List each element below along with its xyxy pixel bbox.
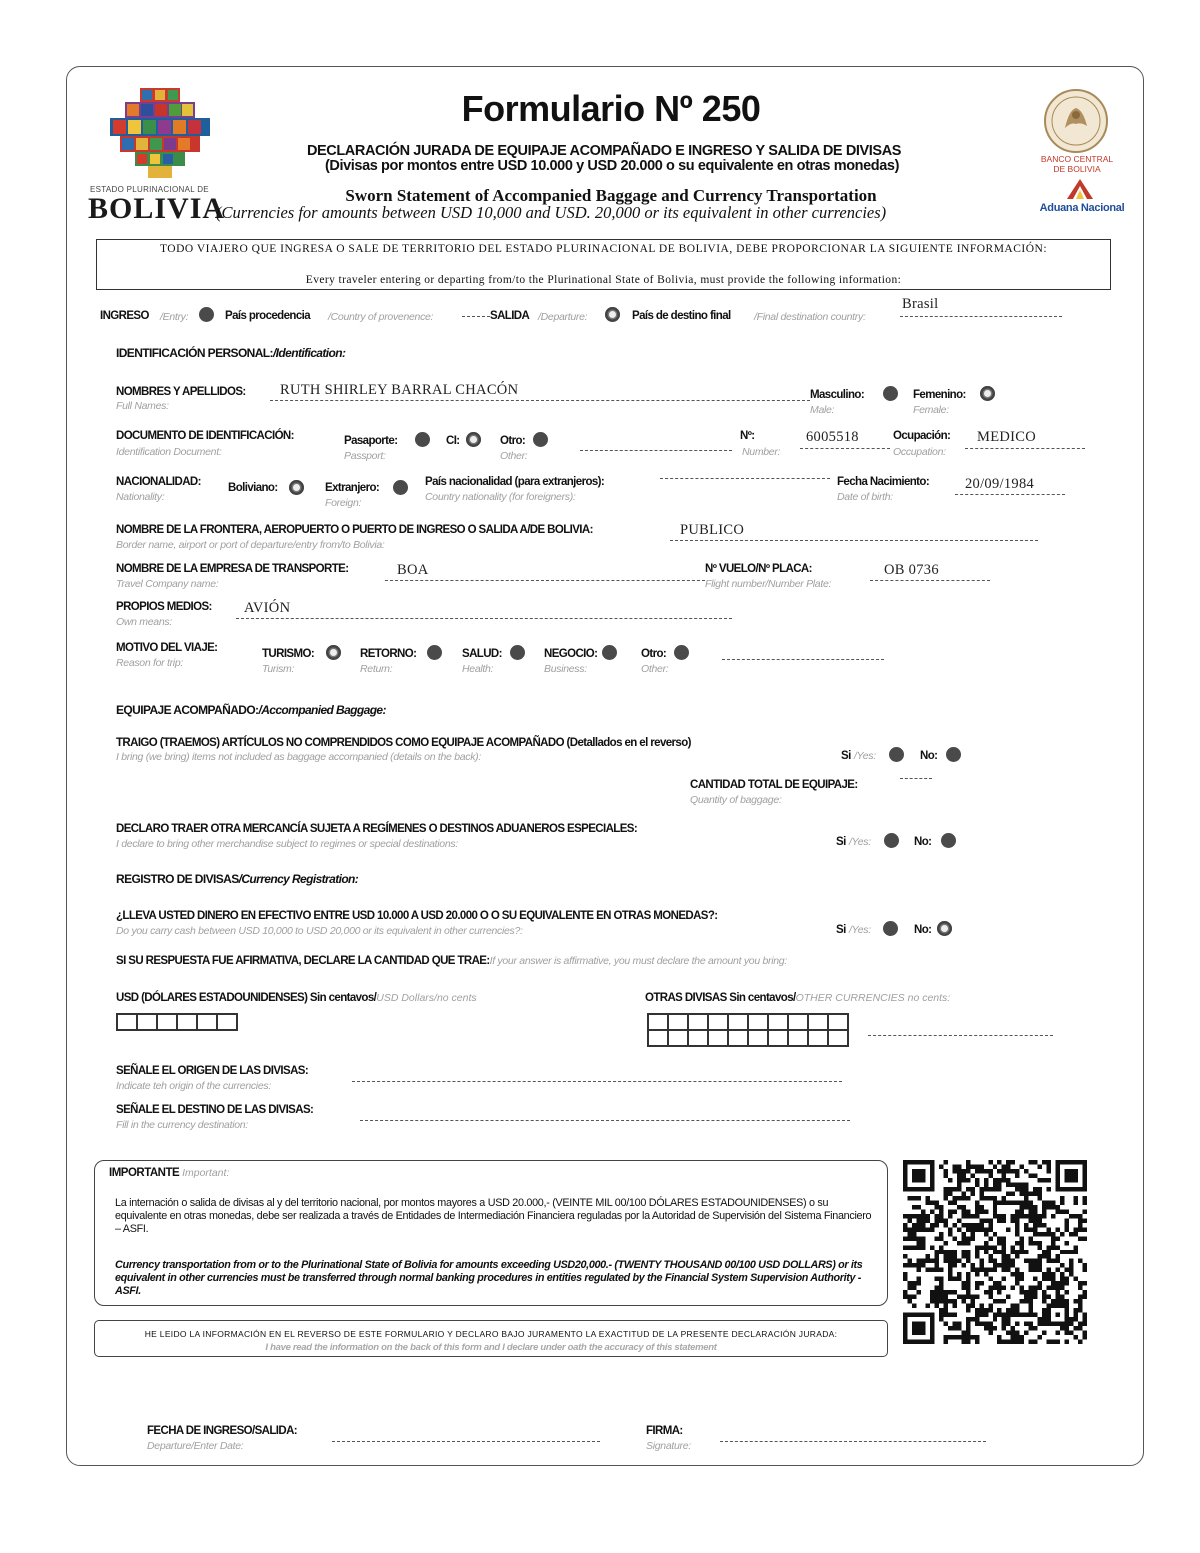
- notice-text-en: Every traveler entering or departing from/to the Plurinational State of Bolivia, must provide the following information:: [305, 274, 902, 286]
- company-sub: Travel Company name:: [116, 578, 219, 590]
- business-radio[interactable]: [602, 645, 617, 660]
- border-sub: Border name, airport or port of departure/entry from/to Bolivia:: [116, 539, 385, 551]
- doc-sub: Identification Document:: [116, 446, 222, 458]
- destination-line: [900, 316, 1062, 317]
- signature-line[interactable]: [720, 1441, 986, 1442]
- business-label: NEGOCIO:: [544, 648, 598, 660]
- cash-yes-sub: /Yes:: [849, 924, 871, 936]
- cash-no-label: No:: [914, 924, 932, 936]
- cash-question-label: ¿LLEVA USTED DINERO EN EFECTIVO ENTRE USD 10.000 A USD 20.000 O O SU EQUIVALENTE EN OTRAS MONEDAS?:: [116, 910, 718, 922]
- doc-label: DOCUMENTO DE IDENTIFICACIÓN:: [116, 430, 294, 442]
- bring-yes-sub: /Yes:: [854, 750, 876, 762]
- important-text-es: La internación o salida de divisas al y del territorio nacional, por montos mayores a USD 20.000,- (VEINTE MIL 00/100 DÓLARES ESTADOUNIDENSES) o su equivalente en otras monedas, debe ser realizada a través de Entidades de Intermediación Financiera reguladas por la Autoridad de Supervisión del Sistema Financiero – ASFI.: [115, 1197, 872, 1235]
- own-means-sub: Own means:: [116, 616, 172, 628]
- signature-sub: Signature:: [646, 1440, 691, 1452]
- flight-line: [870, 580, 990, 581]
- destination-sub: /Final destination country:: [754, 311, 866, 323]
- form-subtitle-en-1: Sworn Statement of Accompanied Baggage and Currency Transportation: [345, 186, 877, 205]
- notice-text-es: TODO VIAJERO QUE INGRESA O SALE DE TERRITORIO DEL ESTADO PLURINACIONAL DE BOLIVIA, DEBE PROPORCIONAR LA SIGUIENTE INFORMACIÓN:: [159, 243, 1048, 255]
- company-line: [385, 580, 705, 581]
- other-doc-radio[interactable]: [533, 432, 548, 447]
- own-means-value[interactable]: AVIÓN: [244, 600, 291, 616]
- other-reason-line[interactable]: [722, 659, 884, 660]
- bolivian-label: Boliviano:: [228, 482, 278, 494]
- other-doc-label: Otro:: [500, 435, 526, 447]
- oath-text-es: HE LEIDO LA INFORMACIÓN EN EL REVERSO DE ESTE FORMULARIO Y DECLARO BAJO JURAMENTO LA EXACTITUD DE LA PRESENTE DECLARACIÓN JURADA:: [144, 1329, 838, 1339]
- currency-dest-sub: Fill in the currency destination:: [116, 1119, 248, 1131]
- customs-logo-icon: [1066, 178, 1094, 200]
- business-sub: Business:: [544, 663, 587, 675]
- currency-origin-sub: Indicate teh origin of the currencies:: [116, 1080, 271, 1092]
- number-line: [800, 448, 890, 449]
- names-line: [270, 400, 810, 401]
- tourism-label: TURISMO:: [262, 648, 315, 660]
- identification-section: IDENTIFICACIÓN PERSONAL:/Identification:: [116, 346, 346, 360]
- reason-sub: Reason for trip:: [116, 657, 183, 669]
- date-label: FECHA DE INGRESO/SALIDA:: [147, 1425, 298, 1437]
- currency-section: REGISTRO DE DIVISAS/Currency Registration:: [116, 872, 359, 886]
- occupation-label: Ocupación:: [893, 430, 951, 442]
- ci-radio[interactable]: [466, 432, 481, 447]
- baggage-section: EQUIPAJE ACOMPAÑADO:/Accompanied Baggage:: [116, 703, 386, 717]
- border-line: [670, 540, 1038, 541]
- birth-value[interactable]: 20/09/1984: [965, 476, 1035, 492]
- departure-radio[interactable]: [605, 307, 620, 322]
- departure-sub: /Departure:: [538, 311, 588, 323]
- declare-no-label: No:: [914, 836, 932, 848]
- departure-label: SALIDA: [490, 310, 530, 322]
- birth-label: Fecha Nacimiento:: [837, 476, 930, 488]
- health-radio[interactable]: [510, 645, 525, 660]
- other-reason-sub: Other:: [641, 663, 669, 675]
- names-value[interactable]: RUTH SHIRLEY BARRAL CHACÓN: [280, 382, 519, 398]
- bring-no-radio[interactable]: [946, 747, 961, 762]
- signature-label: FIRMA:: [646, 1425, 683, 1437]
- female-label: Femenino:: [913, 389, 966, 401]
- return-radio[interactable]: [427, 645, 442, 660]
- passport-radio[interactable]: [415, 432, 430, 447]
- occupation-value[interactable]: MEDICO: [977, 429, 1036, 445]
- own-means-line: [236, 618, 732, 619]
- other-currency-boxes-row2[interactable]: [647, 1029, 847, 1047]
- form-subtitle-es-1: DECLARACIÓN JURADA DE EQUIPAJE ACOMPAÑADO E INGRESO Y SALIDA DE DIVISAS: [306, 143, 902, 159]
- declare-yes-label: Si: [836, 836, 846, 848]
- form-subtitle-en-2: (Currencies for amounts between USD 10,000 and USD. 20,000 or its equivalent in other currencies): [216, 203, 887, 222]
- declare-goods-label: DECLARO TRAER OTRA MERCANCÍA SUJETA A REGÍMENES O DESTINOS ADUANEROS ESPECIALES:: [116, 823, 638, 835]
- male-radio[interactable]: [883, 386, 898, 401]
- important-box: [94, 1160, 888, 1306]
- flight-label: Nº VUELO/Nº PLACA:: [705, 563, 812, 575]
- origin-label: País procedencia: [225, 310, 310, 322]
- important-title: IMPORTANTE Important:: [109, 1167, 230, 1179]
- form-title: Formulario Nº 250: [461, 88, 761, 129]
- bolivia-logo-small-text: ESTADO PLURINACIONAL DE: [90, 185, 209, 194]
- bring-no-label: No:: [920, 750, 938, 762]
- border-label: NOMBRE DE LA FRONTERA, AEROPUERTO O PUERTO DE INGRESO O SALIDA A/DE BOLIVIA:: [116, 524, 593, 536]
- cash-yes-label: Si: [836, 924, 846, 936]
- other-doc-line[interactable]: [580, 450, 732, 451]
- baggage-qty-label: CANTIDAD TOTAL DE EQUIPAJE:: [690, 779, 858, 791]
- cash-yes-radio[interactable]: [883, 921, 898, 936]
- health-label: SALUD:: [462, 648, 502, 660]
- female-sub: Female:: [913, 404, 949, 416]
- oath-text-en: I have read the information on the back of this form and I declare under oath the accuracy of this statement: [265, 1342, 717, 1353]
- declare-yes-sub: /Yes:: [849, 836, 871, 848]
- other-reason-radio[interactable]: [674, 645, 689, 660]
- female-radio[interactable]: [980, 386, 995, 401]
- border-value[interactable]: PUBLICO: [680, 522, 745, 538]
- nat-country-sub: Country nationality (for foreigners):: [425, 491, 576, 503]
- usd-amount-boxes[interactable]: [116, 1013, 236, 1031]
- form-subtitle-es-2: (Divisas por montos entre USD 10.000 y USD 20.000 o su equivalente en otras monedas): [325, 158, 899, 174]
- other-currency-label: OTRAS DIVISAS Sin centavos/OTHER CURRENCIES no cents:: [645, 992, 951, 1004]
- affirmative-instruction: SI SU RESPUESTA FUE AFIRMATIVA, DECLARE LA CANTIDAD QUE TRAE:If your answer is affirmative, you must declare the amount you bring:: [116, 955, 787, 967]
- origin-line[interactable]: [462, 316, 490, 317]
- birth-sub: Date of birth:: [837, 491, 893, 503]
- nationality-label: NACIONALIDAD:: [116, 476, 201, 488]
- number-label: Nº:: [740, 430, 755, 442]
- baggage-qty-line[interactable]: [900, 778, 932, 779]
- other-currency-name-line[interactable]: [868, 1035, 1053, 1036]
- important-text-en: Currency transportation from or to the Plurinational State of Bolivia for amounts exceeding USD20,000.- (TWENTY THOUSAND 00/100 USD DOLLARS) or its equivalent in other currencies must be transferred through normal banking procedures in entities regulated by the Financial System Supervision Authority -ASFI.: [115, 1259, 863, 1297]
- baggage-qty-sub: Quantity of baggage:: [690, 794, 782, 806]
- oath-box: [94, 1320, 888, 1357]
- reason-label: MOTIVO DEL VIAJE:: [116, 642, 218, 654]
- nat-country-line[interactable]: [660, 478, 830, 479]
- entry-sub: /Entry:: [160, 311, 189, 323]
- central-bank-seal: [1043, 88, 1109, 154]
- declare-goods-sub: I declare to bring other merchandise subject to regimes or special destinations:: [116, 838, 458, 850]
- currency-origin-line[interactable]: [352, 1081, 842, 1082]
- number-value[interactable]: 6005518: [806, 429, 859, 445]
- notice-box: [96, 239, 1111, 290]
- company-label: NOMBRE DE LA EMPRESA DE TRANSPORTE:: [116, 563, 349, 575]
- destination-label: País de destino final: [632, 310, 731, 322]
- qr-code: [903, 1160, 1087, 1344]
- names-label: NOMBRES Y APELLIDOS:: [116, 386, 246, 398]
- bring-items-label: TRAIGO (TRAEMOS) ARTÍCULOS NO COMPRENDIDOS COMO EQUIPAJE ACOMPAÑADO (Detallados en el reverso): [116, 737, 691, 749]
- male-label: Masculino:: [810, 389, 865, 401]
- other-doc-sub: Other:: [500, 450, 528, 462]
- bolivian-radio[interactable]: [289, 480, 304, 495]
- bring-yes-radio[interactable]: [889, 747, 904, 762]
- occupation-sub: Occupation:: [893, 446, 946, 458]
- tourism-radio[interactable]: [326, 645, 341, 660]
- usd-amount-label: USD (DÓLARES ESTADOUNIDENSES) Sin centavos/USD Dollars/no cents: [116, 992, 477, 1004]
- occupation-line: [965, 448, 1085, 449]
- destination-value[interactable]: Brasil: [902, 296, 939, 312]
- nationality-sub: Nationality:: [116, 491, 165, 503]
- currency-dest-line[interactable]: [360, 1120, 850, 1121]
- tourism-sub: Turism:: [262, 663, 295, 675]
- entry-label: INGRESO: [100, 310, 149, 322]
- foreign-sub: Foreign:: [325, 497, 362, 509]
- cash-question-sub: Do you carry cash between USD 10,000 to USD 20,000 or its equivalent in other currencies?:: [116, 925, 523, 937]
- passport-sub: Passport:: [344, 450, 386, 462]
- bring-yes-label: Si: [841, 750, 851, 762]
- date-line[interactable]: [332, 1441, 600, 1442]
- bring-items-sub: I bring (we bring) items not included as baggage accompanied (details on the back):: [116, 751, 481, 763]
- foreign-radio[interactable]: [393, 480, 408, 495]
- return-label: RETORNO:: [360, 648, 417, 660]
- health-sub: Health:: [462, 663, 494, 675]
- own-means-label: PROPIOS MEDIOS:: [116, 601, 212, 613]
- passport-label: Pasaporte:: [344, 435, 398, 447]
- flight-value[interactable]: OB 0736: [884, 562, 939, 578]
- currency-origin-label: SEÑALE EL ORIGEN DE LAS DIVISAS:: [116, 1065, 309, 1077]
- declare-yes-radio[interactable]: [884, 833, 899, 848]
- ci-label: CI:: [446, 435, 460, 447]
- other-reason-label: Otro:: [641, 648, 667, 660]
- entry-radio[interactable]: [199, 307, 214, 322]
- foreign-label: Extranjero:: [325, 482, 380, 494]
- return-sub: Return:: [360, 663, 393, 675]
- customs-name: Aduana Nacional: [1039, 202, 1125, 214]
- company-value[interactable]: BOA: [397, 562, 429, 578]
- names-sub: Full Names:: [116, 400, 169, 412]
- flight-sub: Flight number/Number Plate:: [705, 578, 832, 590]
- date-sub: Departure/Enter Date:: [147, 1440, 244, 1452]
- male-sub: Male:: [810, 404, 835, 416]
- central-bank-name: BANCO CENTRAL DE BOLIVIA: [1040, 154, 1114, 174]
- number-sub: Number:: [742, 446, 781, 458]
- currency-dest-label: SEÑALE EL DESTINO DE LAS DIVISAS:: [116, 1104, 314, 1116]
- cash-no-radio[interactable]: [937, 921, 952, 936]
- origin-sub: /Country of provenence:: [328, 311, 434, 323]
- birth-line: [955, 494, 1065, 495]
- nat-country-label: País nacionalidad (para extranjeros):: [425, 476, 605, 488]
- declare-no-radio[interactable]: [941, 833, 956, 848]
- bolivia-logo-text: BOLIVIA: [88, 192, 226, 225]
